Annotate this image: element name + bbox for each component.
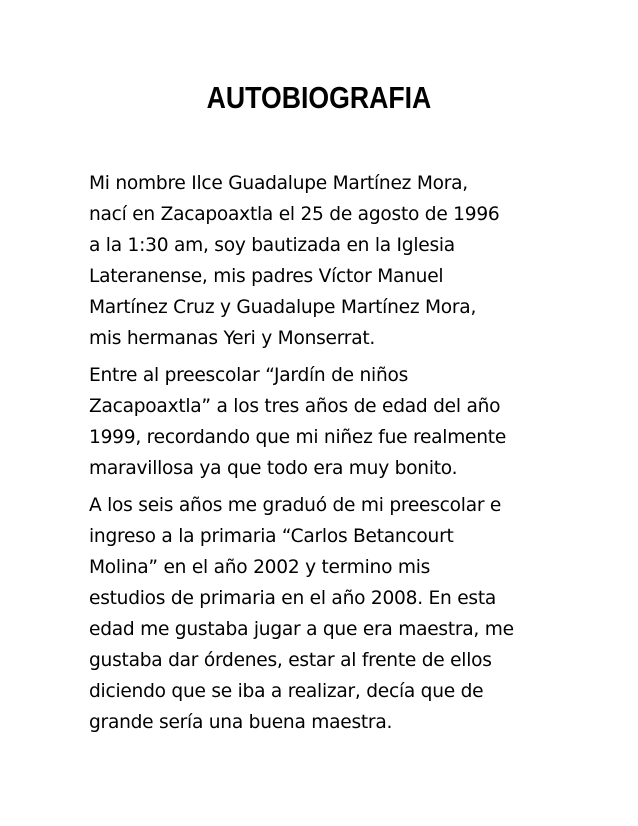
text-line: a la 1:30 am, soy bautizada en la Iglesia	[89, 235, 455, 256]
text-line: nací en Zacapoaxtla el 25 de agosto de 1996	[89, 204, 500, 225]
text-line: Entre al preescolar “Jardín de niños	[89, 365, 409, 386]
paragraph-3	[89, 490, 559, 738]
text-line: gustaba dar órdenes, estar al frente de ellos	[89, 650, 492, 671]
text-line: diciendo que se iba a realizar, decía que de	[89, 681, 484, 702]
text-line: Martínez Cruz y Guadalupe Martínez Mora,	[89, 297, 477, 318]
paragraph-2	[89, 360, 559, 484]
document-body	[89, 168, 559, 744]
text-line: A los seis años me graduó de mi preescolar e	[89, 495, 502, 516]
text-line: mis hermanas Yeri y Monserrat.	[89, 328, 376, 349]
text-line: edad me gustaba jugar a que era maestra, me	[89, 619, 514, 640]
text-line: Mi nombre Ilce Guadalupe Martínez Mora,	[89, 173, 468, 194]
text-line: Zacapoaxtla” a los tres años de edad del año	[89, 396, 501, 417]
text-line: Molina” en el año 2002 y termino mis	[89, 557, 431, 578]
document-title: AUTOBIOGRAFIA	[206, 80, 432, 115]
text-line: Lateranense, mis padres Víctor Manuel	[89, 266, 444, 287]
text-line: maravillosa ya que todo era muy bonito.	[89, 458, 458, 479]
paragraph-1	[89, 168, 559, 354]
text-line: grande sería una buena maestra.	[89, 712, 393, 733]
text-line: 1999, recordando que mi niñez fue realmente	[89, 427, 507, 448]
text-line: estudios de primaria en el año 2008. En esta	[89, 588, 497, 609]
text-line: ingreso a la primaria “Carlos Betancourt	[89, 526, 454, 547]
